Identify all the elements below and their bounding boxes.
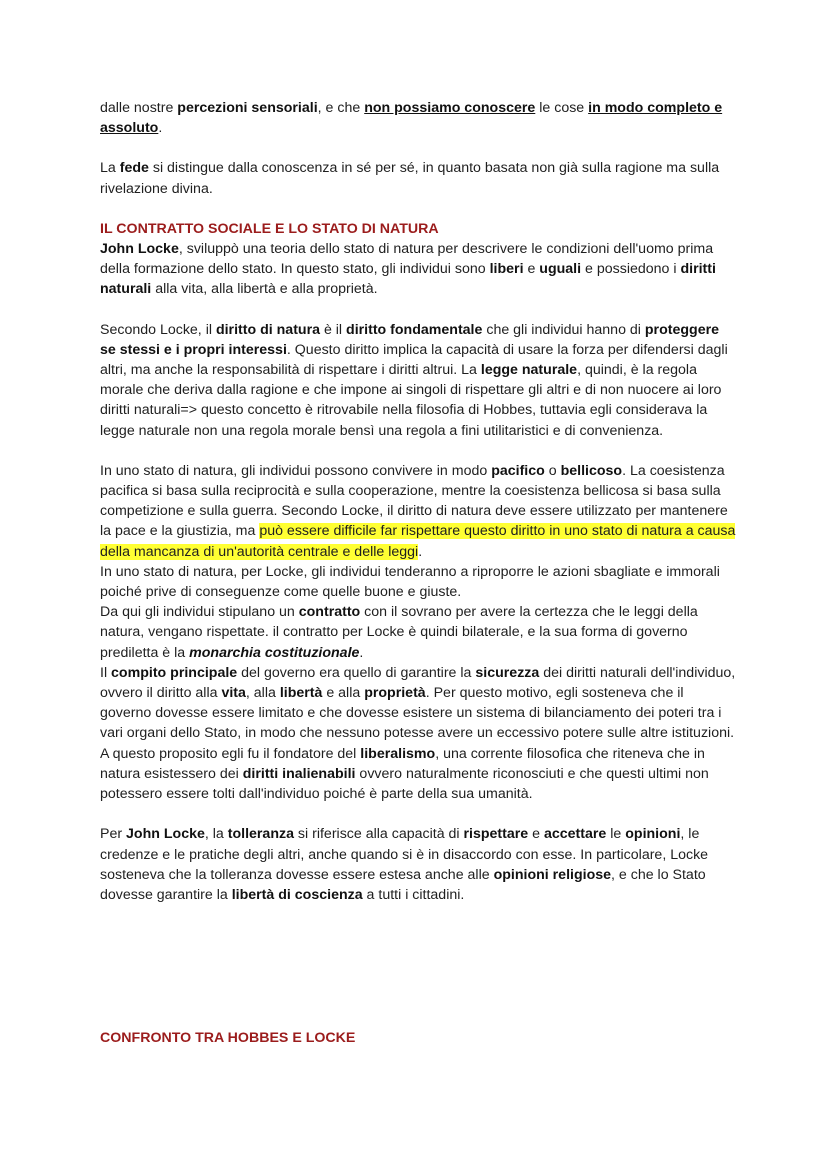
paragraph-fede: La fede si distingue dalla conoscenza in sé per sé, in quanto basata non già sulla ragione ma sulla rivelazione divina. <box>100 160 720 197</box>
section-heading-confronto: CONFRONTO TRA HOBBES E LOCKE <box>100 1030 356 1046</box>
highlighted-text: può essere difficile far rispettare questo diritto in uno stato di natura a causa della mancanza di un'autorità centrale e delle leggi <box>100 523 736 560</box>
paragraph-tolleranza: Per John Locke, la tolleranza si riferisce alla capacità di rispettare e accettare le opinioni, le credenze e le pratiche degli altri, anche quando si è in disaccordo con esse. In particolare, Locke sosteneva che la tolleranza dovesse essere estesa anche alle opinioni religiose, e che lo Stato dovesse garantire la libertà di coscienza a tutti i cittadini. <box>100 826 709 903</box>
paragraph-percezioni: dalle nostre percezioni sensoriali, e che non possiamo conoscere le cose in modo completo e assoluto. <box>100 100 723 137</box>
paragraph-compito-governo: Il compito principale del governo era quello di garantire la sicurezza dei diritti naturali dell'individuo, ovvero il diritto alla vita, alla libertà e alla proprietà. Per questo motivo, egli sosteneva che il governo dovesse essere limitato e che dovesse esistere un sistema di bilanciamento dei poteri tra i vari organi dello Stato, in modo che nessuno potesse avere un eccessivo potere sulle altre istituzioni. A questo proposito egli fu il fondatore del liberalismo, una corrente filosofica che riteneva che in natura esistessero dei diritti inalienabili ovvero naturalmente riconosciuti e che questi ultimi non potessero essere tolti dall'individuo poiché è parte della sua umanità. <box>100 664 736 803</box>
paragraph-stato-natura: John Locke, sviluppò una teoria dello stato di natura per descrivere le condizioni dell'uomo prima della formazione dello stato. In questo stato, gli individui sono liberi e uguali e possiedono i diritti naturali alla vita, alla libertà e alla proprietà. <box>100 241 716 298</box>
paragraph-coesistenza: In uno stato di natura, gli individui possono convivere in modo pacifico o bellicoso. La coesistenza pacifica si basa sulla reciprocità e sulla cooperazione, mentre la coesistenza bellicosa si basa sulla competizione e sulla guerra. Secondo Locke, il diritto di natura deve essere utilizzato per mantenere la pace e la giustizia, ma può essere difficile far rispettare questo diritto in uno stato di natura a causa della mancanza di un'autorità centrale e delle leggi. <box>100 462 736 560</box>
paragraph-contratto: Da qui gli individui stipulano un contratto con il sovrano per avere la certezza che le leggi della natura, vengano rispettate. il contratto per Locke è quindi bilaterale, e la sua forma di governo prediletta è la monarchia costituzionale. <box>100 604 698 661</box>
section-heading-contratto-sociale: IL CONTRATTO SOCIALE E LO STATO DI NATURA <box>100 220 439 237</box>
paragraph-diritto-natura: Secondo Locke, il diritto di natura è il diritto fondamentale che gli individui hanno di proteggere se stessi e i propri interessi. Questo diritto implica la capacità di usare la forza per difendersi dagli altri, ma anche la responsabilità di rispettare i diritti altrui. La legge naturale, quindi, è la regola morale che deriva dalla ragione e che impone ai singoli di rispettare gli altri e di non nuocere ai loro diritti naturali=> questo concetto è ritrovabile nella filosofia di Hobbes, tuttavia egli considerava la legge naturale non una regola morale bensì una regola a fini utilitaristici e di convenienza. <box>100 321 728 439</box>
paragraph-azioni-sbagliate: In uno stato di natura, per Locke, gli individui tenderanno a riproporre le azioni sbagliate e immorali poiché prive di conseguenze come quelle buone e giuste. <box>100 563 720 601</box>
